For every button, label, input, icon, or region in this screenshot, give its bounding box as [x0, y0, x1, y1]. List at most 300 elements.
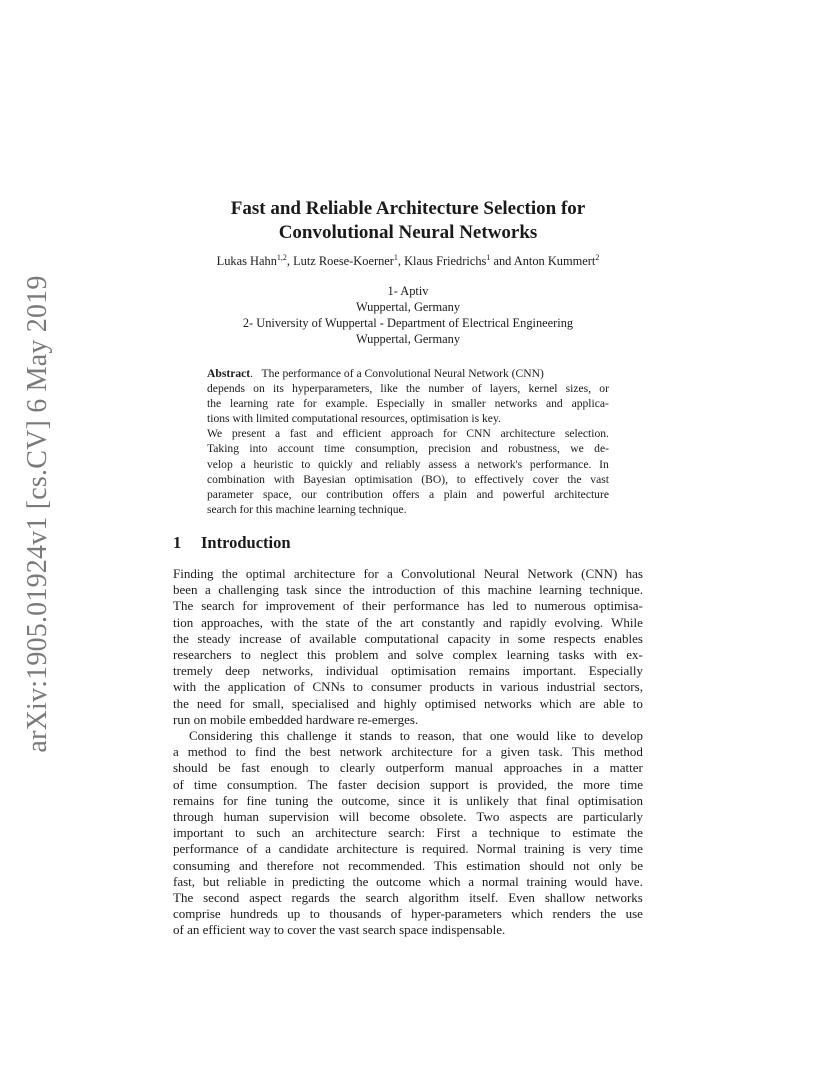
- abstract-text: . The performance of a Convolutional Neural Network (CNN): [250, 367, 544, 380]
- word: important.: [522, 663, 577, 679]
- body-line: [173, 647, 643, 663]
- word: small,: [252, 695, 284, 711]
- word: that: [462, 728, 483, 744]
- word: this: [461, 582, 481, 598]
- word: architecture: [336, 841, 398, 857]
- word: predicting: [291, 873, 345, 889]
- word: able: [603, 695, 625, 711]
- word: is: [449, 792, 458, 808]
- body-line: [173, 712, 643, 728]
- body-line: [173, 858, 643, 874]
- word: the: [627, 825, 643, 841]
- word: in: [572, 760, 583, 776]
- word: researchers: [173, 647, 232, 663]
- word: stands: [359, 728, 392, 744]
- body-line: [173, 922, 643, 938]
- word: estimate: [572, 825, 616, 841]
- abstract-line: [207, 411, 609, 426]
- word: respects: [553, 630, 596, 646]
- body-line: [173, 760, 643, 776]
- word: to: [234, 825, 246, 841]
- word: of: [246, 841, 258, 857]
- word: Especially: [376, 397, 425, 411]
- word: the: [204, 679, 220, 695]
- word: led: [492, 598, 509, 614]
- word: art: [399, 614, 414, 630]
- word: tremely: [173, 663, 213, 679]
- word: a: [428, 487, 435, 501]
- word: fine: [246, 792, 267, 808]
- word: reliably: [385, 457, 421, 471]
- word: that: [517, 792, 538, 808]
- word: a: [204, 582, 211, 598]
- word: In: [599, 457, 609, 471]
- word: The: [173, 890, 194, 906]
- word: unlikely: [466, 792, 509, 808]
- word: human: [223, 809, 259, 825]
- word: the: [339, 890, 356, 906]
- word: hundreds: [230, 906, 278, 922]
- word: only: [598, 857, 622, 873]
- title-line-1: Fast and Reliable Architecture Selection for: [230, 198, 586, 219]
- word: learning: [230, 397, 269, 411]
- word: Convolutional: [401, 566, 476, 581]
- word: would: [574, 873, 608, 889]
- word: the: [207, 397, 222, 411]
- word: a: [387, 566, 393, 581]
- word: a: [173, 744, 179, 760]
- word: Taking: [207, 442, 240, 456]
- word: the: [567, 472, 582, 486]
- word: learning: [506, 647, 550, 663]
- word: since: [398, 792, 425, 808]
- word: complex: [452, 647, 498, 663]
- body-line: [173, 615, 643, 631]
- word: of: [290, 630, 301, 646]
- word: the: [352, 873, 369, 889]
- word: will: [339, 809, 360, 825]
- word: like: [380, 382, 398, 396]
- word: have.: [615, 873, 643, 889]
- word: such: [256, 825, 281, 841]
- word: for: [303, 397, 317, 411]
- word: increase: [238, 630, 282, 646]
- word: recommended.: [348, 857, 426, 873]
- word: which: [428, 873, 461, 889]
- word: the: [405, 382, 421, 396]
- author-name: , Lutz Roese-Koerner: [286, 254, 394, 268]
- word: depends: [207, 382, 245, 396]
- word: with: [173, 679, 197, 695]
- body-line: [173, 631, 643, 647]
- word: become: [369, 809, 410, 825]
- word: for: [242, 598, 258, 614]
- word: aspect: [249, 890, 282, 906]
- word: a: [471, 825, 478, 841]
- word: the: [301, 614, 318, 630]
- body-line: [173, 825, 643, 841]
- word: hyper-parameters: [411, 906, 502, 922]
- word: state: [325, 614, 350, 630]
- word: into: [249, 442, 268, 456]
- word: time: [193, 776, 217, 792]
- word: search: [365, 890, 399, 906]
- word: and: [545, 397, 563, 411]
- word: fast: [241, 760, 260, 776]
- word: effectively: [474, 472, 524, 486]
- word: to: [583, 728, 595, 744]
- author-name: , Klaus Friedrichs: [397, 254, 487, 268]
- word: and: [482, 614, 502, 630]
- word: matter: [609, 760, 643, 776]
- word: which: [539, 695, 572, 711]
- word: heuristic: [253, 457, 294, 471]
- word: be: [218, 760, 231, 776]
- word: of: [443, 582, 454, 598]
- word: has: [467, 598, 485, 614]
- author-name: and Anton Kummert: [490, 254, 596, 268]
- word: and: [356, 695, 376, 711]
- word: it: [344, 728, 352, 744]
- word: through: [173, 809, 214, 825]
- word: consumption.: [227, 776, 298, 792]
- abstract: [207, 366, 609, 517]
- word: application: [227, 679, 286, 695]
- word: regards: [291, 890, 330, 906]
- word: tuning: [275, 792, 309, 808]
- word: evolving.: [554, 614, 604, 630]
- word: efficient: [342, 427, 382, 441]
- word: number: [428, 382, 464, 396]
- word: time: [619, 841, 643, 857]
- word: provided,: [497, 776, 548, 792]
- arxiv-identifier: arXiv:1905.01924v1 [cs.CV] 6 May 2019: [22, 275, 53, 753]
- word: candidate: [278, 841, 329, 857]
- word: (BO),: [421, 472, 448, 486]
- word: training: [526, 873, 567, 889]
- word: network: [339, 744, 383, 760]
- word: architecture: [293, 566, 356, 581]
- word: combination: [207, 472, 265, 486]
- word: second: [203, 890, 240, 906]
- affiliation-location: Wuppertal, Germany: [355, 300, 461, 314]
- word: or: [599, 382, 609, 396]
- word: While: [611, 614, 643, 630]
- word: constantly: [421, 614, 476, 630]
- author-affiliation-mark: 1,2: [276, 253, 287, 262]
- word: various: [500, 679, 539, 695]
- word: our: [301, 487, 317, 501]
- word: This: [434, 857, 458, 873]
- word: smaller: [451, 397, 486, 411]
- word: reason,: [417, 728, 455, 744]
- word: renders: [552, 906, 591, 922]
- word: approaches,: [201, 614, 263, 630]
- word: space,: [262, 487, 292, 501]
- body-line: [173, 906, 643, 922]
- affiliation-name: 2- University of Wuppertal - Department of Electrical Engineering: [242, 316, 574, 330]
- abstract-line: [207, 441, 609, 456]
- word: Especially: [588, 663, 643, 679]
- word: thousands: [329, 906, 382, 922]
- word: is: [572, 841, 581, 857]
- abstract-line: [207, 472, 609, 487]
- word: rapidly: [509, 614, 547, 630]
- word: numerous: [534, 598, 586, 614]
- body-line: [173, 874, 643, 890]
- word: method: [187, 744, 227, 760]
- word: cover: [532, 472, 559, 486]
- word: support: [429, 776, 469, 792]
- author-affiliation-mark: 2: [595, 253, 600, 262]
- word: a: [593, 760, 600, 776]
- word: selection.: [564, 427, 609, 441]
- word: which: [511, 906, 544, 922]
- section-number: 1: [173, 533, 182, 552]
- affiliation-name: 1- Aptiv: [387, 284, 429, 298]
- word: their: [361, 598, 386, 614]
- word: contribution: [326, 487, 383, 501]
- word: (CNN): [581, 566, 618, 581]
- word: of: [357, 614, 369, 630]
- word: account: [277, 442, 314, 456]
- word: final: [545, 792, 570, 808]
- body-line: [173, 890, 643, 906]
- word: but: [202, 873, 220, 889]
- word: some: [517, 630, 546, 646]
- word: fast,: [173, 873, 196, 889]
- word: required.: [422, 841, 469, 857]
- word: available: [309, 630, 357, 646]
- word: Neural: [483, 566, 520, 581]
- word: products: [429, 679, 475, 695]
- word: networks: [494, 397, 538, 411]
- title-line-2: Convolutional Neural Networks: [278, 222, 538, 243]
- affiliation-2: [150, 315, 666, 347]
- word: ex-: [626, 647, 643, 663]
- word: the: [284, 744, 301, 760]
- word: industrial: [546, 679, 596, 695]
- word: are: [557, 809, 573, 825]
- body-line: [173, 598, 643, 614]
- word: quickly: [318, 457, 353, 471]
- word: to: [240, 647, 251, 663]
- word: steady: [197, 630, 231, 646]
- word: are: [579, 695, 596, 711]
- word: layers,: [489, 382, 521, 396]
- word: to: [319, 760, 330, 776]
- word: up: [287, 906, 301, 922]
- word: remains: [468, 663, 510, 679]
- body-line: [173, 744, 643, 760]
- word: technique.: [589, 582, 643, 598]
- affiliation-location: Wuppertal, Germany: [355, 332, 461, 346]
- word: technique: [488, 825, 540, 841]
- word: challenge: [286, 728, 337, 744]
- word: performance: [173, 841, 239, 857]
- abstract-line: [207, 426, 609, 441]
- word: since: [314, 582, 342, 598]
- word: Two: [476, 809, 500, 825]
- word: present: [231, 427, 266, 441]
- word: more: [583, 776, 610, 792]
- body-text: [173, 566, 643, 939]
- word: performance: [393, 598, 460, 614]
- word: the: [317, 792, 333, 808]
- word: supervision: [269, 809, 329, 825]
- word: Considering: [189, 728, 253, 744]
- word: tions with limited computational resources, optimisation is key.: [207, 412, 501, 426]
- word: with: [270, 614, 294, 630]
- word: the: [173, 630, 189, 646]
- body-line: [173, 728, 643, 744]
- word: enables: [603, 630, 643, 646]
- word: the: [348, 582, 365, 598]
- word: introduction: [372, 582, 436, 598]
- word: faster: [337, 776, 367, 792]
- body-line: [173, 777, 643, 793]
- word: deep: [225, 663, 250, 679]
- word: a: [468, 873, 475, 889]
- word: be: [630, 857, 643, 873]
- word: of: [390, 906, 402, 922]
- word: approaches: [503, 760, 563, 776]
- word: improvement: [265, 598, 335, 614]
- word: with: [273, 472, 295, 486]
- word: architecture: [500, 427, 556, 441]
- word: should: [173, 760, 208, 776]
- word: comprise: [173, 906, 221, 922]
- word: capacity: [447, 630, 491, 646]
- word: We: [207, 427, 223, 441]
- word: The: [173, 598, 194, 614]
- word: decision: [376, 776, 420, 792]
- word: approach: [390, 427, 434, 441]
- word: velop: [207, 457, 233, 471]
- word: and: [387, 647, 407, 663]
- word: time: [619, 776, 643, 792]
- word: specialised: [291, 695, 349, 711]
- word: the: [600, 906, 617, 922]
- author-affiliation-mark: 1: [486, 253, 491, 262]
- word: powerful: [502, 487, 545, 501]
- body-line: [173, 696, 643, 712]
- word: of an efficient way to cover the vast search space indispensable.: [173, 922, 506, 938]
- word: First: [436, 825, 461, 841]
- word: aspects: [509, 809, 548, 825]
- body-line: [173, 793, 643, 809]
- word: develop: [601, 728, 643, 744]
- word: challenging: [218, 582, 279, 598]
- word: architecture: [315, 825, 377, 841]
- word: in: [482, 679, 493, 695]
- word: the: [376, 614, 393, 630]
- word: de-: [594, 442, 609, 456]
- word: machine: [487, 582, 532, 598]
- word: clearly: [339, 760, 376, 776]
- affiliation-1: [150, 283, 666, 315]
- word: remains: [173, 792, 215, 808]
- word: shallow: [544, 890, 586, 906]
- word: with: [593, 647, 617, 663]
- word: best: [309, 744, 331, 760]
- word: networks: [595, 890, 643, 906]
- word: CNNs: [312, 679, 345, 695]
- word: rate: [276, 397, 295, 411]
- word: and: [316, 427, 334, 441]
- word: to: [352, 679, 364, 695]
- word: learning: [539, 582, 582, 598]
- word: the: [557, 776, 574, 792]
- word: a: [485, 744, 492, 760]
- word: the: [221, 566, 238, 581]
- word: tasks: [558, 647, 585, 663]
- word: therefore: [266, 857, 314, 873]
- word: for: [229, 695, 245, 711]
- word: a: [240, 457, 246, 471]
- word: to: [399, 728, 410, 744]
- word: optimal: [245, 566, 286, 581]
- word: a: [265, 841, 271, 857]
- word: kernel: [528, 382, 558, 396]
- word: architecture: [391, 744, 453, 760]
- word: obsolete.: [419, 809, 467, 825]
- word: a: [464, 457, 470, 471]
- word: enough: [270, 760, 309, 776]
- word: important: [173, 825, 224, 841]
- word: Normal: [476, 841, 517, 857]
- word: robustness,: [508, 442, 560, 456]
- body-line: [173, 566, 643, 582]
- word: to: [516, 598, 527, 614]
- word: this: [260, 728, 280, 744]
- word: normal: [481, 873, 519, 889]
- word: hyperparameters,: [292, 382, 373, 396]
- word: networks,: [262, 663, 314, 679]
- word: tion: [173, 614, 194, 630]
- word: training: [524, 841, 565, 857]
- word: itself.: [469, 890, 499, 906]
- abstract-line: [207, 396, 609, 411]
- word: for: [363, 566, 379, 581]
- word: example.: [325, 397, 368, 411]
- word: Even: [508, 890, 535, 906]
- word: optimised: [424, 695, 477, 711]
- word: for: [443, 427, 457, 441]
- author-list: [150, 254, 666, 269]
- word: search:: [388, 825, 425, 841]
- word: has: [625, 566, 643, 581]
- word: plain: [443, 487, 467, 501]
- word: of: [342, 598, 354, 614]
- word: outperform: [385, 760, 445, 776]
- word: assess: [428, 457, 457, 471]
- word: networks: [484, 695, 532, 711]
- body-line: [173, 841, 643, 857]
- word: optimisa-: [593, 598, 643, 614]
- body-line: [173, 582, 643, 598]
- word: is: [479, 776, 488, 792]
- word: task.: [538, 744, 563, 760]
- word: reliable: [227, 873, 267, 889]
- word: this: [307, 647, 326, 663]
- word: problem: [335, 647, 379, 663]
- word: computational: [364, 630, 440, 646]
- word: for: [222, 792, 238, 808]
- word: solve: [415, 647, 444, 663]
- word: consuming: [173, 857, 231, 873]
- word: on: [253, 382, 265, 396]
